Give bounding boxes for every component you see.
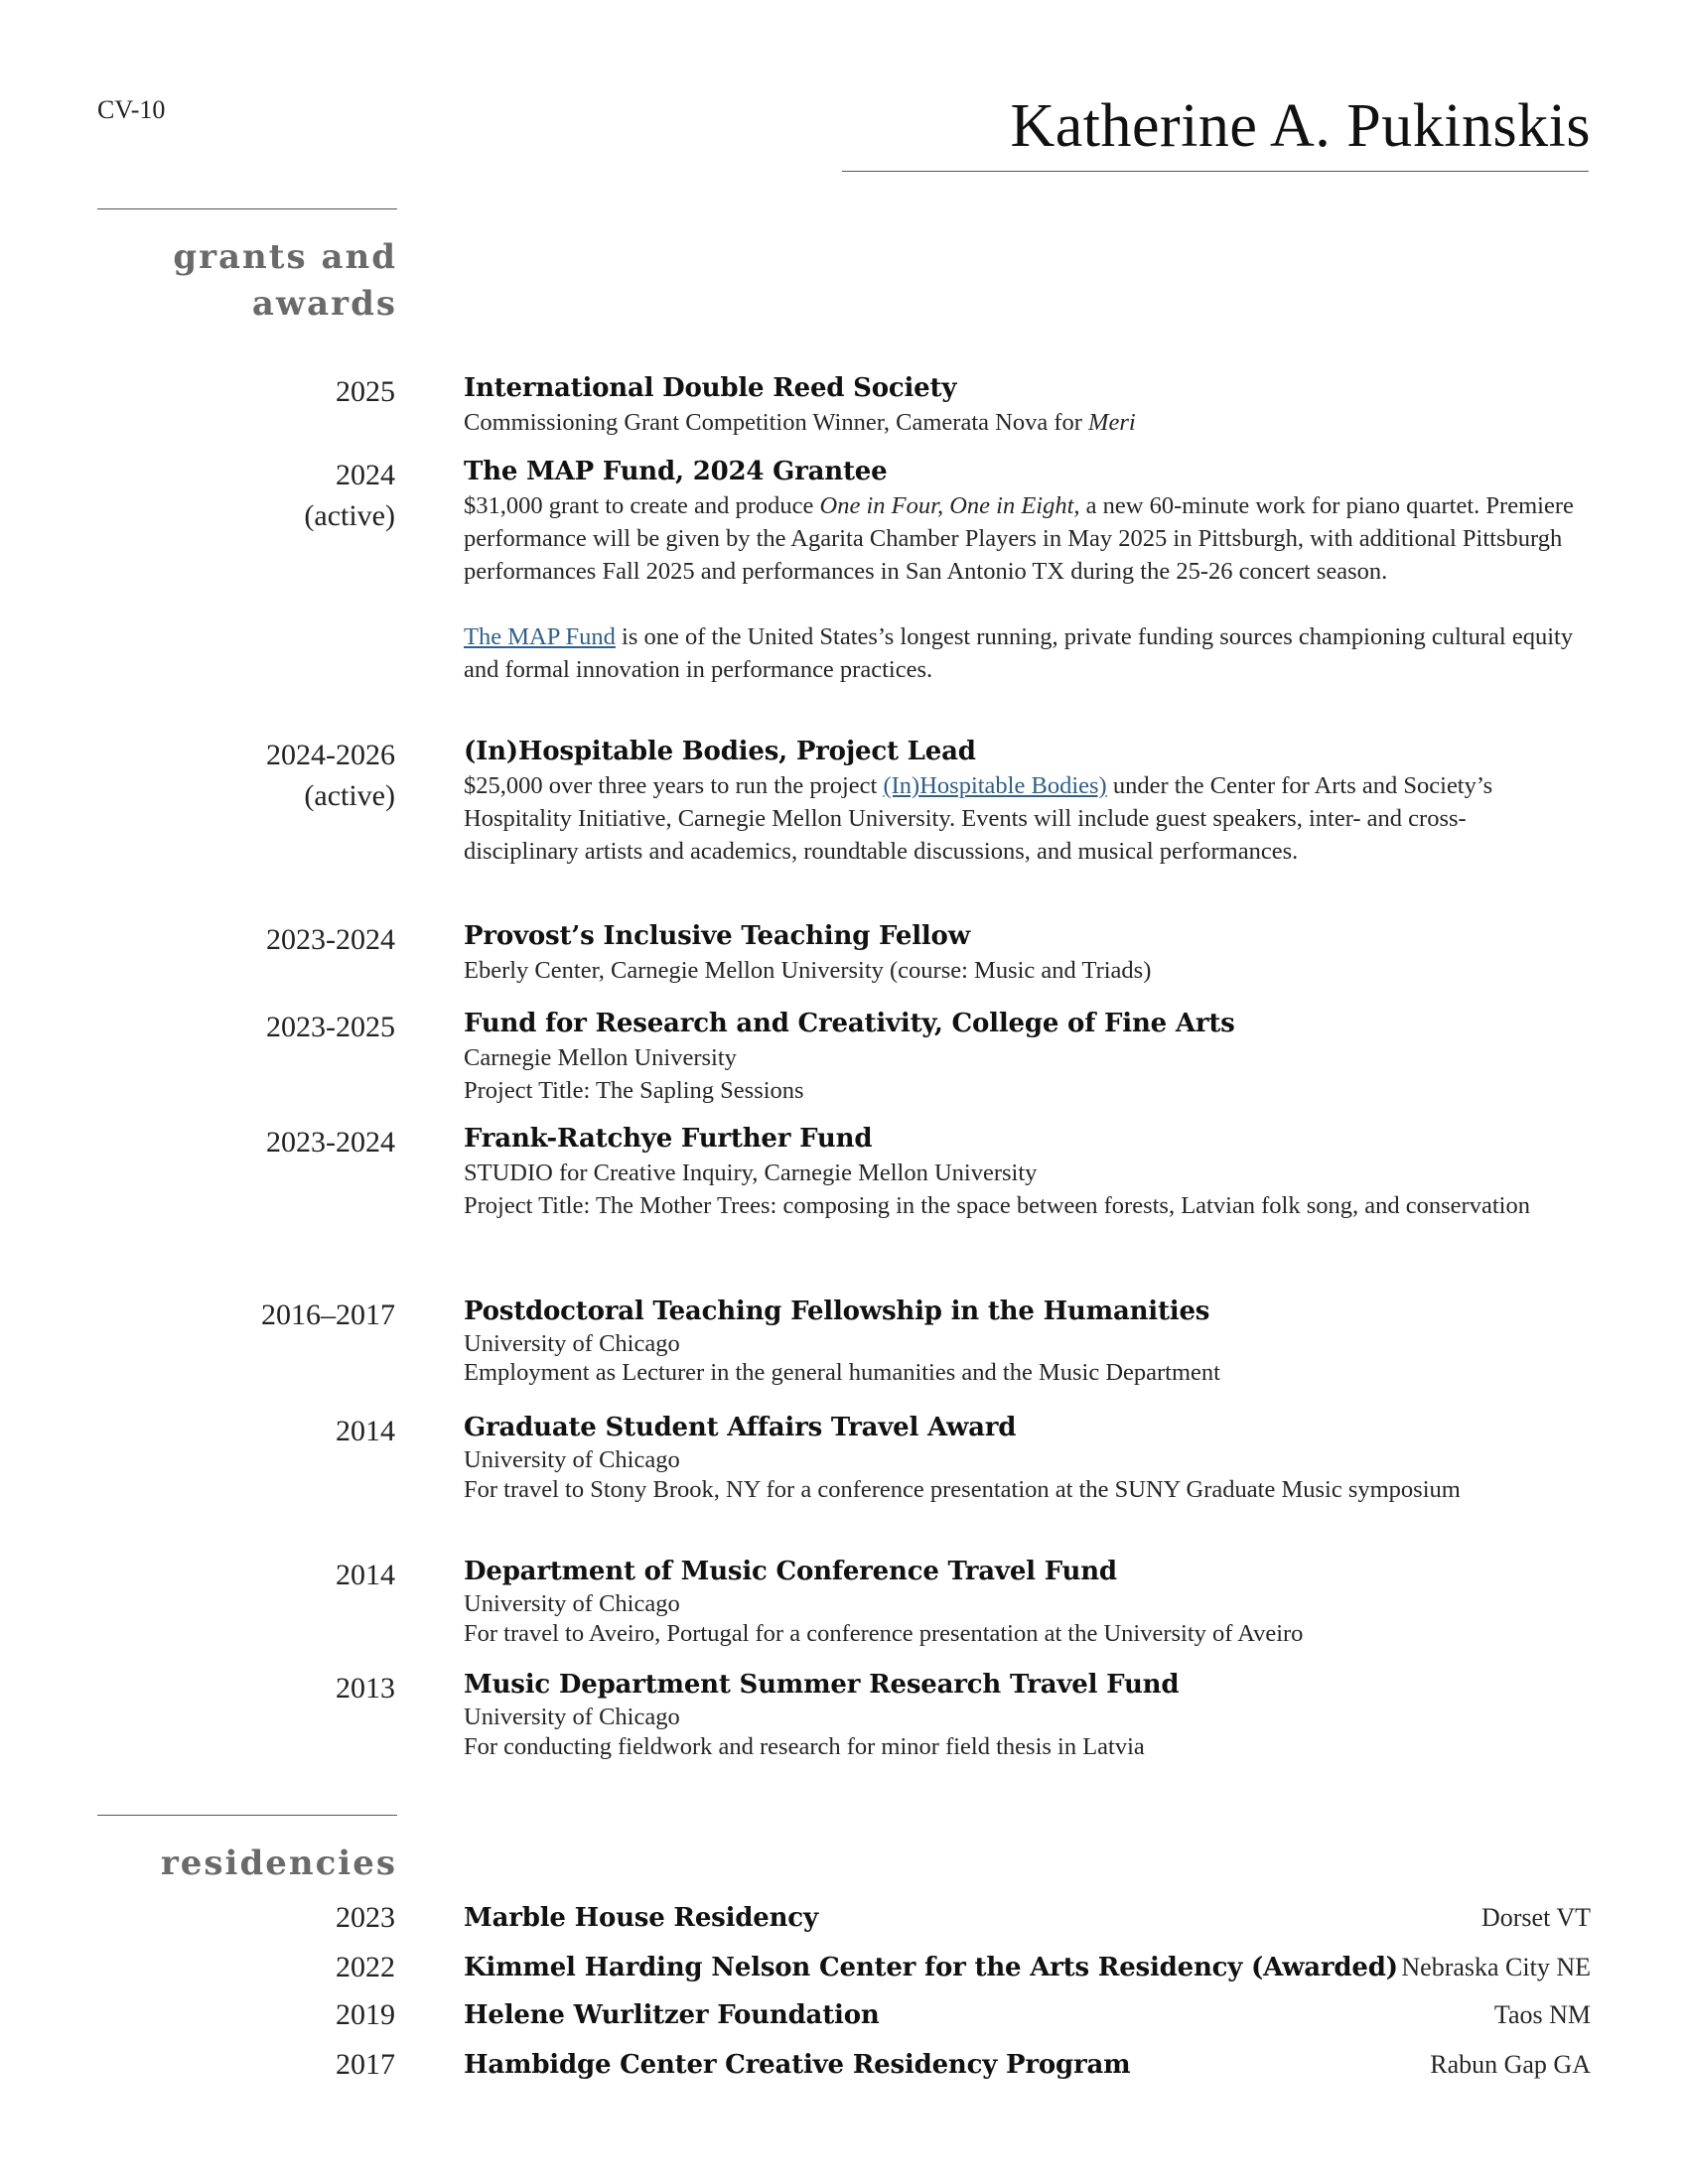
entry-body [464,1411,1556,1505]
entry-emphasis: Meri [1088,409,1136,436]
entry-description: University of Chicago [464,1330,680,1357]
entry-description: Project Title: The Mother Trees: composing in the space between forests, Latvian folk song, and conservation [464,1192,1530,1219]
entry-status: (active) [304,779,395,812]
entry-year-value: 2014 [336,1559,395,1591]
entry-text: $31,000 grant to create and produce [464,492,820,519]
entry-title: Frank-Ratchye Further Fund [464,1124,873,1154]
entry-title: Department of Music Conference Travel Fund [464,1557,1117,1586]
entry-body [464,371,1589,439]
entry-description: For travel to Aveiro, Portugal for a conference presentation at the University of Aveiro [464,1620,1304,1647]
entry-description: For conducting fieldwork and research for minor field thesis in Latvia [464,1733,1145,1760]
entry-year [97,1122,395,1162]
entry-description [464,620,1576,686]
entry-year [97,1555,395,1595]
entry-year [97,1295,395,1335]
residency-location: Rabun Gap GA [1430,2050,1591,2079]
entry-title: International Double Reed Society [464,373,957,403]
entry-description: Project Title: The Sapling Sessions [464,1077,804,1104]
entry-title: Music Department Summer Research Travel Fund [464,1670,1180,1700]
section-heading-grants-line2: awards [251,284,397,324]
residency-location: Dorset VT [1480,1903,1591,1932]
entry-text: under the Center for Arts and Society’s Hospitality Initiative, Carnegie Mellon University. Events will include guest speakers, inter- and cross-disciplinary artists and academics, roundtable discussions, and musical performances. [464,772,1493,865]
entry-status: (active) [304,499,395,532]
entry-body [464,1122,1576,1222]
entry-body [464,919,1589,987]
entry-description: University of Chicago [464,1704,680,1730]
entry-body [464,1668,1589,1762]
entry-year [97,371,395,412]
entry-body [464,1007,1589,1107]
entry-year [97,1411,395,1451]
entry-title: The MAP Fund, 2024 Grantee [464,457,888,486]
section-divider-grants [97,208,397,209]
entry-year-value: 2025 [336,375,395,408]
entry-description: Employment as Lecturer in the general humanities and the Music Department [464,1359,1220,1386]
entry-description: Eberly Center, Carnegie Mellon University (course: Music and Triads) [464,957,1152,984]
residency-year: 2022 [336,1951,395,1983]
residency-title: Hambidge Center Creative Residency Program [464,2050,1131,2080]
entry-year [97,735,395,816]
page-label: CV-10 [97,95,166,124]
page-title: Katherine A. Pukinskis [1010,92,1591,160]
residency-title: Marble House Residency [464,1903,818,1933]
entry-year-value: 2016–2017 [261,1298,395,1331]
entry-description [464,406,1589,439]
residency-row [0,1898,1688,1938]
entry-body [464,455,1576,686]
entry-title: Fund for Research and Creativity, College of Fine Arts [464,1009,1235,1038]
section-divider-residencies [97,1815,397,1816]
entry-year-value: 2014 [336,1415,395,1447]
entry-description: University of Chicago [464,1446,680,1473]
residency-year: 2019 [336,1998,395,2031]
section-heading-grants-line1: grants and [173,237,397,277]
inhospitable-bodies-link[interactable]: (In)Hospitable Bodies) [883,772,1107,799]
entry-title: Graduate Student Affairs Travel Award [464,1413,1017,1442]
residency-location: Taos NM [1493,2000,1591,2029]
entry-text: Commissioning Grant Competition Winner, Camerata Nova for [464,409,1089,436]
entry-text: a new 60-minute work for piano quartet. Premiere performance will be given by the Agarita Chamber Players in May 2025 in Pittsburgh, with additional Pittsburgh performances Fall 2025 and performances in San Antonio TX during the 25-26 concert season. [464,492,1574,585]
entry-description [464,489,1576,588]
entry-year-value: 2023-2025 [266,1011,395,1043]
entry-year-value: 2023-2024 [266,1126,395,1159]
entry-description: For travel to Stony Brook, NY for a conference presentation at the SUNY Graduate Music symposium [464,1476,1461,1503]
residency-row [0,1995,1688,2035]
residency-year: 2023 [336,1901,395,1934]
section-heading-grants [97,234,397,328]
entry-description: Carnegie Mellon University [464,1044,737,1071]
residency-year: 2017 [336,2048,395,2081]
entry-year-value: 2013 [336,1672,395,1705]
entry-title: Postdoctoral Teaching Fellowship in the Humanities [464,1297,1210,1326]
entry-year [97,1007,395,1047]
entry-year [97,455,395,536]
entry-body [464,1555,1589,1649]
paragraph-gap [464,588,1576,620]
entry-year [97,919,395,960]
entry-text: is one of the United States’s longest running, private funding sources championing cultural equity and formal innovation in performance practices. [464,623,1574,683]
entry-description [464,769,1576,868]
residency-row [0,1948,1688,1987]
map-fund-link[interactable]: The MAP Fund [464,623,616,650]
section-heading-residencies: residencies [160,1843,397,1883]
entry-title: Provost’s Inclusive Teaching Fellow [464,921,970,951]
entry-year [97,1668,395,1708]
entry-year-value: 2024-2026 [266,739,395,771]
entry-title: (In)Hospitable Bodies, Project Lead [464,737,976,766]
residency-row [0,2045,1688,2085]
title-divider [842,171,1589,172]
entry-body [464,1295,1589,1387]
residency-title: Helene Wurlitzer Foundation [464,2000,880,2030]
residency-location: Nebraska City NE [1401,1953,1591,1981]
entry-year-value: 2024 [336,459,395,491]
residency-title: Kimmel Harding Nelson Center for the Arts Residency (Awarded) [464,1953,1398,1982]
entry-description: University of Chicago [464,1590,680,1617]
entry-description: STUDIO for Creative Inquiry, Carnegie Mellon University [464,1160,1038,1186]
entry-body [464,735,1576,868]
entry-text: $25,000 over three years to run the project [464,772,884,799]
entry-year-value: 2023-2024 [266,923,395,956]
entry-emphasis: One in Four, One in Eight, [819,492,1080,519]
